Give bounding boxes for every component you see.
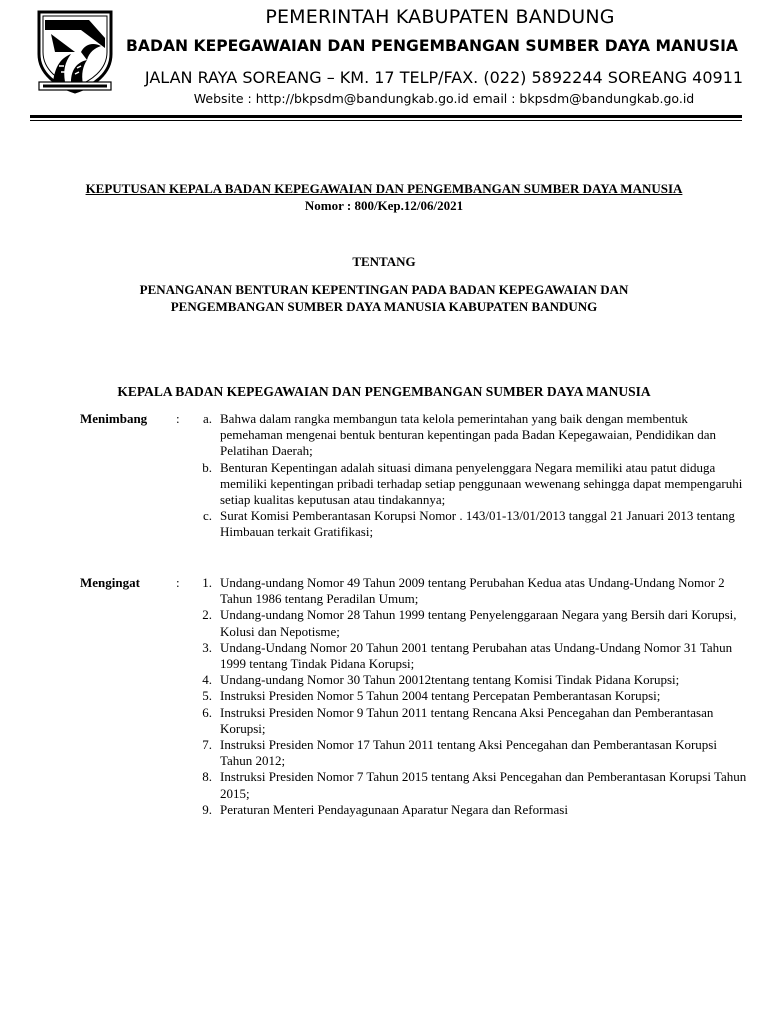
- list-item-marker: a.: [202, 411, 212, 426]
- decree-tentang-heading: TENTANG: [352, 254, 416, 269]
- letterhead-agency-name: BADAN KEPEGAWAIAN DAN PENGEMBANGAN SUMBER DAYA MANUSIA: [126, 37, 738, 55]
- mengingat-colon: :: [176, 575, 180, 590]
- letterhead: [0, 0, 768, 106]
- menimbang-colon: :: [176, 411, 180, 426]
- list-item: [188, 737, 748, 769]
- letterhead-rule-thick: [30, 115, 742, 118]
- decree-title-text: KEPUTUSAN KEPALA BADAN KEPEGAWAIAN DAN PENGEMBANGAN SUMBER DAYA MANUSIA: [85, 181, 683, 196]
- list-item-text: Instruksi Presiden Nomor 7 Tahun 2015 tentang Aksi Pencegahan dan Pemberantasan Korupsi Tahun 2015;: [220, 769, 747, 801]
- list-item: [188, 508, 748, 540]
- list-item: [188, 575, 748, 607]
- menimbang-label: Menimbang: [80, 411, 148, 426]
- letterhead-address: JALAN RAYA SOREANG – KM. 17 TELP/FAX. (022) 5892244 SOREANG 40911: [144, 68, 744, 87]
- list-item-text: Instruksi Presiden Nomor 17 Tahun 2011 tentang Aksi Pencegahan dan Pemberantasan Korupsi Tahun 2012;: [220, 737, 717, 769]
- list-item-text: Instruksi Presiden Nomor 5 Tahun 2004 tentang Percepatan Pemberantasan Korupsi;: [220, 688, 661, 704]
- letterhead-rule-thin: [30, 120, 742, 121]
- list-item-marker: 5.: [202, 688, 212, 704]
- decree-subject-line-1: PENANGANAN BENTURAN KEPENTINGAN PADA BADAN KEPEGAWAIAN DAN: [139, 282, 629, 297]
- list-item-text: Instruksi Presiden Nomor 9 Tahun 2011 tentang Rencana Aksi Pencegahan dan Pemberantasan Korupsi;: [220, 704, 714, 736]
- list-item-marker: 6.: [202, 704, 212, 720]
- list-item-marker: 4.: [202, 672, 212, 688]
- decree-title: [0, 181, 768, 197]
- list-item-marker: 7.: [202, 737, 212, 753]
- list-item-marker: 1.: [202, 575, 212, 590]
- decree-subject-line-2: PENGEMBANGAN SUMBER DAYA MANUSIA KABUPATEN BANDUNG: [170, 299, 598, 314]
- issuing-official-heading: KEPALA BADAN KEPEGAWAIAN DAN PENGEMBANGAN SUMBER DAYA MANUSIA: [117, 384, 651, 399]
- list-item: [188, 411, 748, 460]
- list-item: [188, 688, 748, 704]
- mengingat-list: [188, 575, 748, 818]
- list-item-text: Surat Komisi Pemberantasan Korupsi Nomor . 143/01-13/01/2013 tanggal 21 Januari 2013 tentang Himbauan terkait Gratifikasi;: [220, 508, 735, 540]
- letterhead-government-name: PEMERINTAH KABUPATEN BANDUNG: [265, 6, 615, 28]
- list-item: [188, 769, 748, 801]
- list-item: [188, 672, 748, 688]
- list-item-marker: 9.: [202, 801, 212, 817]
- list-item: [188, 640, 748, 672]
- list-item: [188, 802, 748, 818]
- list-item: [188, 705, 748, 737]
- list-item-text: Peraturan Menteri Pendayagunaan Aparatur Negara dan Reformasi: [220, 801, 568, 817]
- list-item-marker: 2.: [202, 607, 212, 623]
- list-item-marker: 8.: [202, 769, 212, 785]
- list-item-text: Bahwa dalam rangka membangun tata kelola pemerintahan yang baik dengan membentuk pemehaman mengenai bentuk benturan kepentingan pada Badan Kepegawaian, Pendidikan dan Pelatihan Daerah;: [220, 411, 716, 459]
- list-item-text: Undang-undang Nomor 49 Tahun 2009 tentang Perubahan Kedua atas Undang-Undang Nomor 2 Tahun 1986 tentang Peradilan Umum;: [220, 575, 725, 607]
- list-item-text: Undang-undang Nomor 28 Tahun 1999 tentang Penyelenggaraan Negara yang Bersih dari Korupsi, Kolusi dan Nepotisme;: [220, 607, 737, 639]
- decree-number: Nomor : 800/Kep.12/06/2021: [304, 198, 464, 213]
- menimbang-list: [188, 411, 748, 541]
- list-item-marker: 3.: [202, 639, 212, 655]
- mengingat-label: Mengingat: [80, 575, 140, 590]
- list-item-marker: c.: [202, 508, 212, 524]
- list-item-text: Undang-Undang Nomor 20 Tahun 2001 tentang Perubahan atas Undang-Undang Nomor 31 Tahun 1999 tentang Tindak Pidana Korupsi;: [220, 639, 733, 672]
- list-item-text: Benturan Kepentingan adalah situasi dimana penyelenggara Negara memiliki atau patut diduga memiliki kepentingan pribadi terhadap setiap penggunaan wewenang sehingga dapat mempengaruhi setiap kualitas keputusan atau tindakannya;: [220, 459, 743, 508]
- list-item-marker: b.: [202, 459, 212, 475]
- list-item-text: Undang-undang Nomor 30 Tahun 20012tentang tentang Komisi Tindak Pidana Korupsi;: [220, 672, 680, 688]
- list-item: [188, 460, 748, 509]
- list-item: [188, 607, 748, 639]
- letterhead-website-email: Website : http://bkpsdm@bandungkab.go.id email : bkpsdm@bandungkab.go.id: [193, 91, 695, 106]
